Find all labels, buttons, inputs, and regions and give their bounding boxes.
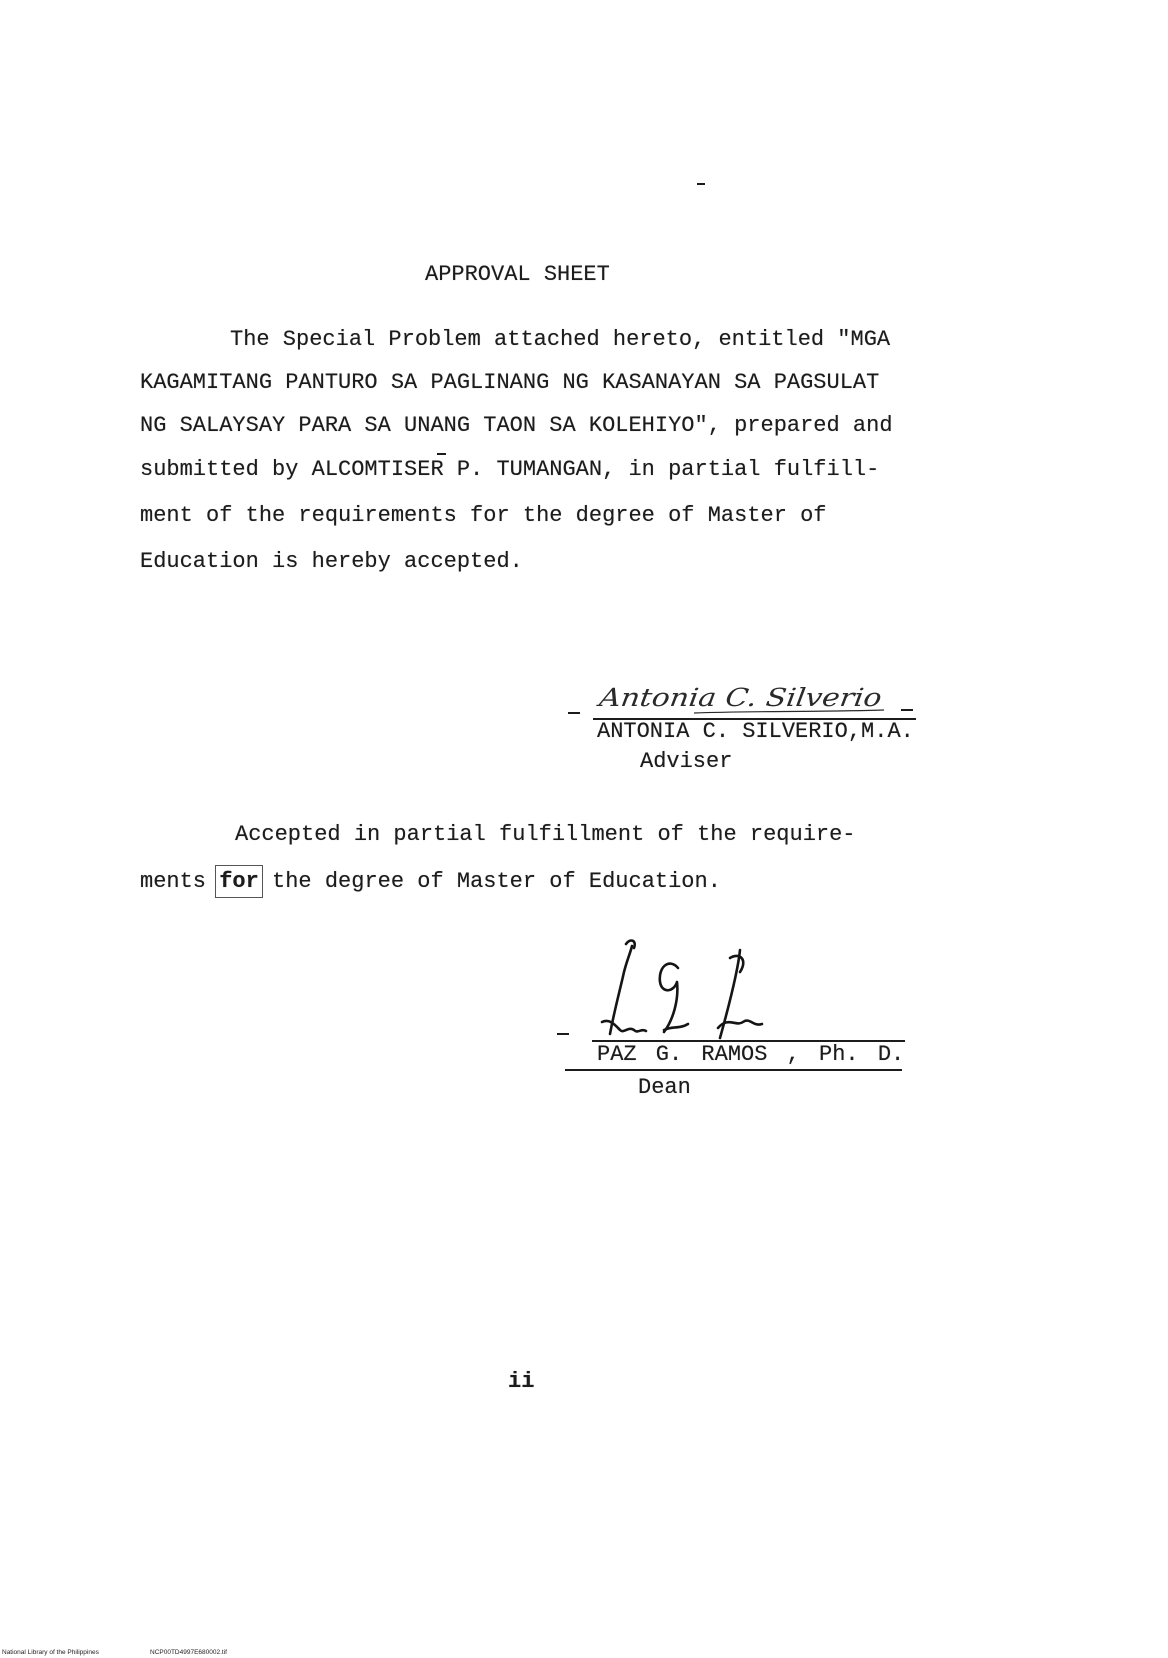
- typewriter-mark: [437, 453, 446, 455]
- signature-dash: [901, 709, 913, 711]
- line-text: the degree of Master of Education.: [258, 869, 721, 894]
- approval-title: APPROVAL SHEET: [425, 262, 610, 287]
- paragraph-line: Accepted in partial fulfillment of the require-: [235, 822, 856, 847]
- correction-box-word: for: [219, 869, 259, 894]
- signature-dash: [568, 712, 580, 714]
- name-underline: [565, 1069, 902, 1071]
- page-number: ii: [508, 1369, 535, 1394]
- paragraph-line: KAGAMITANG PANTURO SA PAGLINANG NG KASANAYAN SA PAGSULAT: [140, 370, 880, 395]
- line-text: ments: [140, 869, 220, 894]
- dean-name: PAZ G. RAMOS , Ph. D.: [597, 1042, 905, 1067]
- dean-role: Dean: [638, 1075, 691, 1100]
- paragraph-line: NG SALAYSAY PARA SA UNANG TAON SA KOLEHIYO", prepared and: [140, 413, 893, 438]
- adviser-name: ANTONIA C. SILVERIO,M.A.: [597, 719, 914, 744]
- paragraph-line: [140, 871, 721, 893]
- adviser-signature-text: Antonia C. Silverio: [597, 683, 839, 712]
- paragraph-line: Education is hereby accepted.: [140, 549, 523, 574]
- paragraph-line: ment of the requirements for the degree of Master of: [140, 503, 827, 528]
- dean-signature: [580, 930, 780, 1050]
- footer-library-credit: National Library of the Philippines: [2, 1649, 99, 1656]
- adviser-signature: [598, 680, 898, 720]
- paragraph-line: The Special Problem attached hereto, entitled "MGA: [230, 327, 891, 352]
- scan-speck: [697, 183, 705, 185]
- footer-filename: NCP00TD4997E680002.tif: [150, 1649, 227, 1656]
- paragraph-line: submitted by ALCOMTISER P. TUMANGAN, in partial fulfill-: [140, 457, 880, 482]
- signature-dash: [557, 1033, 569, 1035]
- adviser-role: Adviser: [640, 749, 733, 774]
